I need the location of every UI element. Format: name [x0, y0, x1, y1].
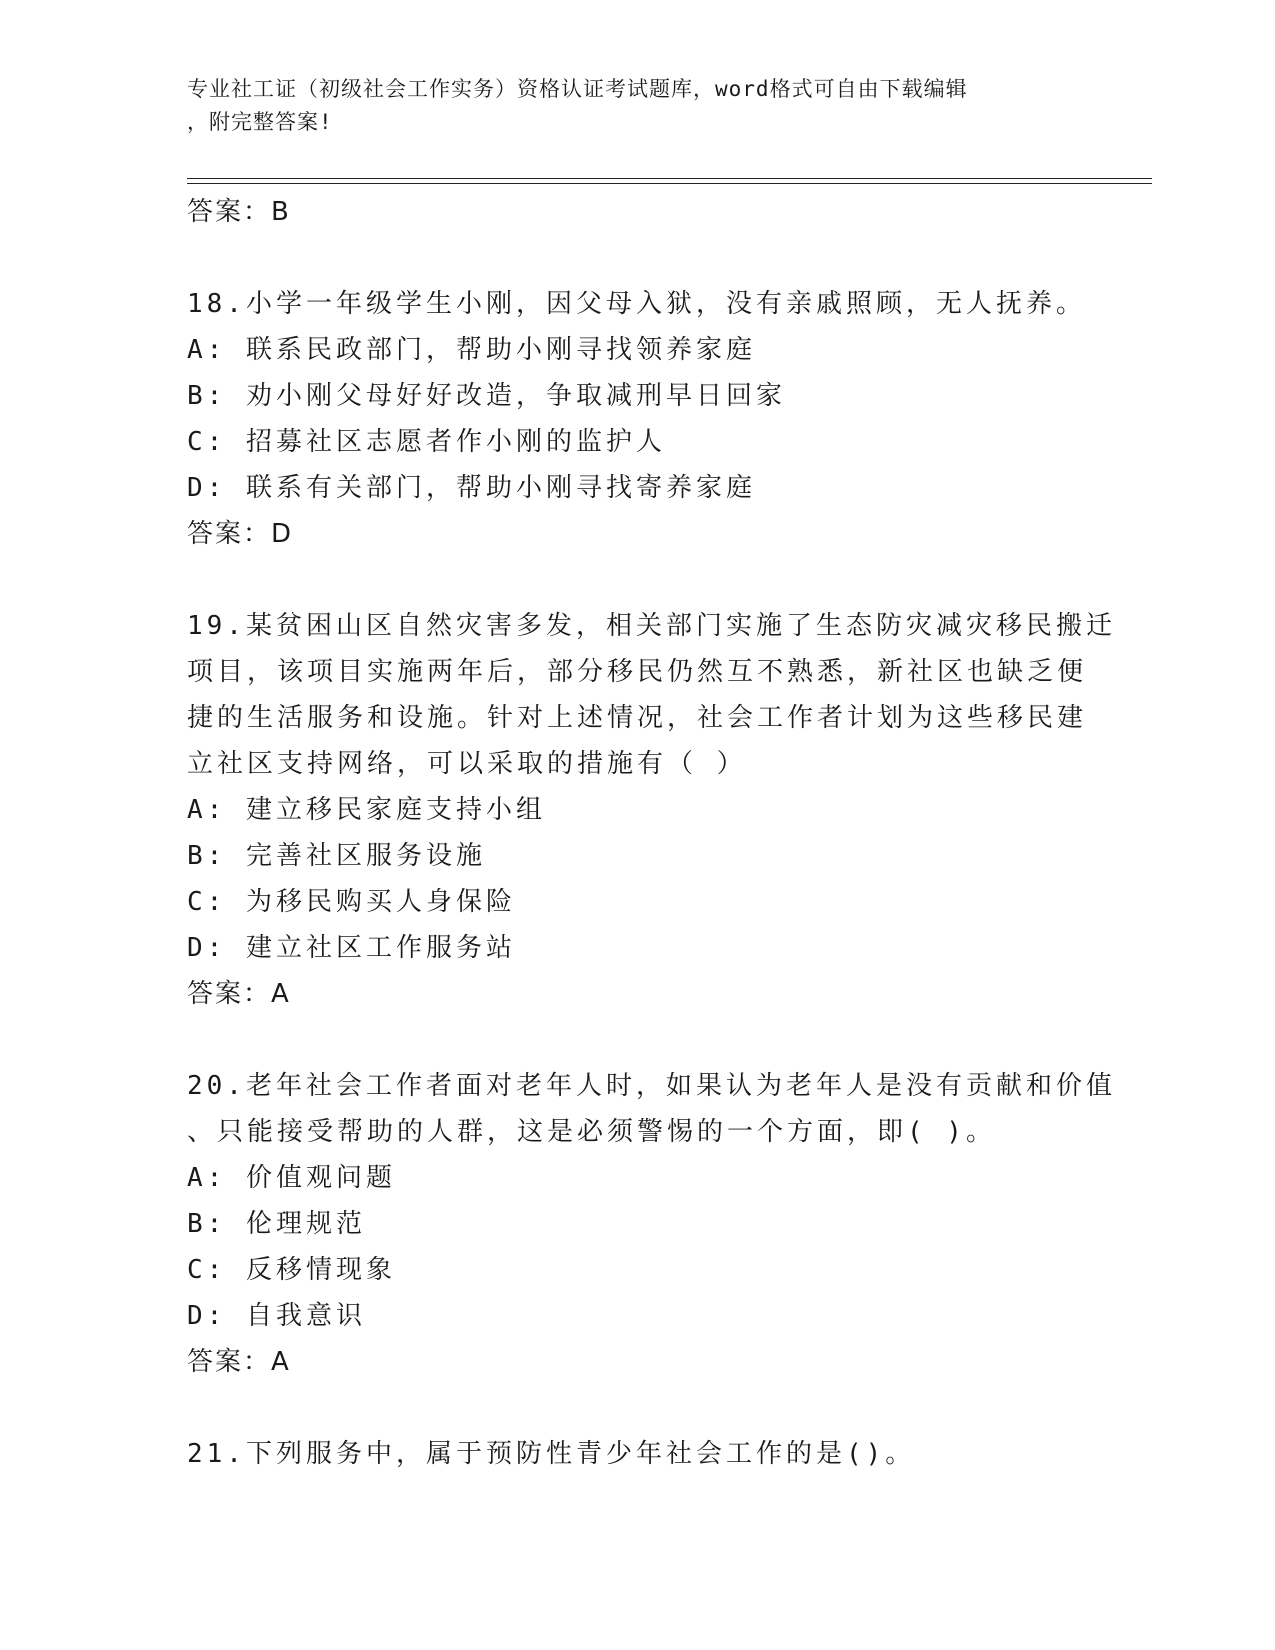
question-19-option-b: B: 完善社区服务设施: [187, 841, 486, 871]
question-19-option-a: A: 建立移民家庭支持小组: [187, 795, 546, 825]
question-19: [187, 603, 1116, 1017]
question-19-stem-line-2: 项目，该项目实施两年后，部分移民仍然互不熟悉，新社区也缺乏便: [187, 657, 1088, 687]
question-18-option-d: D: 联系有关部门，帮助小刚寻找寄养家庭: [187, 473, 756, 503]
header-line-1: 专业社工证（初级社会工作实务）资格认证考试题库，word格式可自由下载编辑: [187, 77, 968, 101]
question-19-option-d: D: 建立社区工作服务站: [187, 933, 516, 963]
header-rule-bottom: [187, 183, 1152, 184]
question-21-stem: 21.下列服务中，属于预防性青少年社会工作的是()。: [187, 1439, 916, 1469]
spacer: [187, 557, 1087, 603]
question-18: [187, 281, 1087, 557]
question-19-stem-line-3: 捷的生活服务和设施。针对上述情况，社会工作者计划为这些移民建: [187, 703, 1088, 733]
header-line-2: ，附完整答案!: [187, 110, 333, 134]
answer-previous: 答案：B: [187, 197, 291, 227]
question-18-answer: 答案：D: [187, 519, 294, 549]
question-18-option-a: A: 联系民政部门，帮助小刚寻找领养家庭: [187, 335, 756, 365]
question-20-option-d: D: 自我意识: [187, 1301, 366, 1331]
question-19-stem-line-1: 19.某贫困山区自然灾害多发，相关部门实施了生态防灾减灾移民搬迁: [187, 611, 1116, 641]
question-20-stem-line-2: 、只能接受帮助的人群，这是必须警惕的一个方面，即( )。: [187, 1117, 996, 1147]
spacer: [187, 1385, 1087, 1431]
question-19-option-c: C: 为移民购买人身保险: [187, 887, 516, 917]
spacer: [187, 235, 1087, 281]
question-19-stem-line-4: 立社区支持网络，可以采取的措施有（ ）: [187, 749, 747, 779]
document-header: [187, 73, 1067, 139]
question-20-option-b: B: 伦理规范: [187, 1209, 366, 1239]
question-18-option-b: B: 劝小刚父母好好改造，争取减刑早日回家: [187, 381, 786, 411]
question-20-option-a: A: 价值观问题: [187, 1163, 396, 1193]
question-20-stem-line-1: 20.老年社会工作者面对老年人时，如果认为老年人是没有贡献和价值: [187, 1071, 1116, 1101]
question-20-option-c: C: 反移情现象: [187, 1255, 396, 1285]
question-18-option-c: C: 招募社区志愿者作小刚的监护人: [187, 427, 666, 457]
header-rule-top: [187, 178, 1152, 179]
question-19-answer: 答案：A: [187, 979, 291, 1009]
question-21: [187, 1431, 1087, 1477]
question-list: [187, 189, 1116, 1477]
question-20-answer: 答案：A: [187, 1347, 291, 1377]
question-18-stem: 18.小学一年级学生小刚，因父母入狱，没有亲戚照顾，无人抚养。: [187, 289, 1086, 319]
question-20: [187, 1063, 1116, 1385]
spacer: [187, 1017, 1087, 1063]
